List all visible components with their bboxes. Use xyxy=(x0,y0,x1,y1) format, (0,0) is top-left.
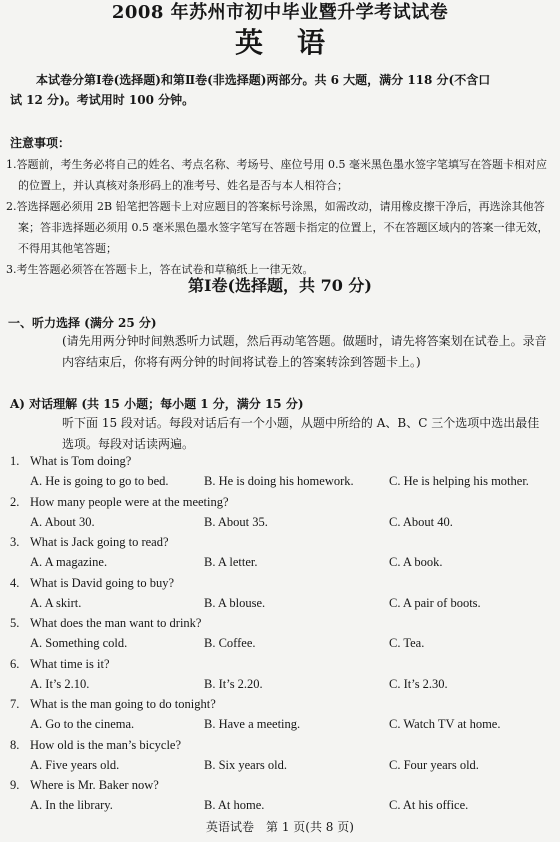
question-7 xyxy=(10,694,558,735)
notice-item-2: 2.答选择题必须用 2B 铅笔把答题卡上对应题目的答案标号涂黑，如需改动，请用橡皮擦干净后，再选涂其他答案；答非选择题必须用 0.5 毫米黑色墨水签字笔写在答题卡指定的位置上，不在答题区域内的答案一律无效，不得用其他笔答题； xyxy=(6,200,549,255)
question-number: 7. xyxy=(10,697,20,711)
question-number: 9. xyxy=(10,778,20,792)
option-a: A. Five years old. xyxy=(30,757,120,772)
question-6 xyxy=(10,654,558,695)
question-number: 2. xyxy=(10,494,20,509)
question-4 xyxy=(10,573,558,614)
notice-item-3: 3.考生答题必须答在答题卡上，答在试卷和草稿纸上一律无效。 xyxy=(6,263,314,276)
option-b: B. At home. xyxy=(204,798,265,812)
option-a: A. In the library. xyxy=(30,798,113,812)
option-b: B. It’s 2.20. xyxy=(204,676,263,691)
intro-line-2: 试 12 分)。考试用时 100 分钟。 xyxy=(10,93,195,107)
question-stem: How old is the man’s bicycle? xyxy=(30,737,182,752)
section-listening-instructions: (请先用两分钟时间熟悉听力试题，然后再动笔答题。做题时，请先将答案划在试卷上。录音内容结束后，你将有两分钟的时间将试卷上的答案转涂到答题卡上。) xyxy=(62,334,547,369)
question-8 xyxy=(10,735,558,776)
option-b: B. Coffee. xyxy=(204,636,256,650)
question-1 xyxy=(10,451,558,492)
question-9 xyxy=(10,775,558,816)
question-stem: What does the man want to drink? xyxy=(30,616,202,630)
option-c: C. It’s 2.30. xyxy=(389,676,448,691)
section-listening-title: 一、听力选择 (满分 25 分) xyxy=(8,316,157,330)
option-a: A. About 30. xyxy=(30,514,95,529)
section-a-instructions: 听下面 15 段对话。每段对话后有一个小题，从题中所给的 A、B、C 三个选项中选出最佳选项。每段对话读两遍。 xyxy=(62,416,540,451)
section-a-title: A) 对话理解 (共 15 小题；每小题 1 分，满分 15 分) xyxy=(10,397,304,411)
option-c: C. About 40. xyxy=(389,514,453,529)
option-a: A. A magazine. xyxy=(30,555,108,569)
option-b: B. About 35. xyxy=(204,514,268,529)
notice-item-1: 1.答题前，考生务必将自己的姓名、考点名称、考场号、座位号用 0.5 毫米黑色墨水签字笔填写在答题卡相对应的位置上，并认真核对条形码上的准考号、姓名是否与本人相符合； xyxy=(6,158,547,192)
exam-intro xyxy=(10,70,550,110)
page-footer: 英语试卷 第 1 页(共 8 页) xyxy=(206,820,354,834)
question-number: 3. xyxy=(10,535,20,549)
option-c: C. Tea. xyxy=(389,636,425,650)
option-b: B. A letter. xyxy=(204,555,258,569)
option-b: B. He is doing his homework. xyxy=(204,474,354,488)
option-a: A. It’s 2.10. xyxy=(30,676,90,691)
question-stem: What is David going to buy? xyxy=(30,575,175,590)
option-a: A. Something cold. xyxy=(30,636,128,650)
option-a: A. Go to the cinema. xyxy=(30,717,135,731)
option-c: C. Four years old. xyxy=(389,757,479,772)
option-b: B. Have a meeting. xyxy=(204,717,301,731)
question-number: 8. xyxy=(10,737,20,752)
option-b: B. Six years old. xyxy=(204,757,287,772)
option-a: A. He is going to go to bed. xyxy=(30,474,169,488)
option-c: C. A pair of boots. xyxy=(389,595,481,610)
question-stem: What is Jack going to read? xyxy=(30,535,169,549)
question-stem: How many people were at the meeting? xyxy=(30,494,229,509)
intro-line-1: 本试卷分第Ⅰ卷(选择题)和第Ⅱ卷(非选择题)两部分。共 6 大题，满分 118 分(不含口 xyxy=(36,73,491,87)
option-a: A. A skirt. xyxy=(30,595,82,610)
question-number: 1. xyxy=(10,454,20,468)
question-3 xyxy=(10,532,558,573)
option-c: C. At his office. xyxy=(389,798,469,812)
option-c: C. A book. xyxy=(389,555,443,569)
notice-list xyxy=(0,154,556,280)
question-stem: What is Tom doing? xyxy=(30,454,132,468)
exam-title: 2008 年苏州市初中毕业暨升学考试试卷 xyxy=(111,2,449,23)
question-number: 4. xyxy=(10,575,20,590)
question-5 xyxy=(10,613,558,654)
question-stem: What is the man going to do tonight? xyxy=(30,697,216,711)
question-stem: Where is Mr. Baker now? xyxy=(30,778,159,792)
notice-heading: 注意事项： xyxy=(10,136,71,150)
question-number: 5. xyxy=(10,616,20,630)
question-2 xyxy=(10,492,558,533)
subject-title: 英语 xyxy=(234,26,359,59)
question-list xyxy=(10,451,558,816)
option-c: C. He is helping his mother. xyxy=(389,474,529,488)
question-stem: What time is it? xyxy=(30,656,110,671)
option-b: B. A blouse. xyxy=(204,595,266,610)
option-c: C. Watch TV at home. xyxy=(389,717,501,731)
question-number: 6. xyxy=(10,656,20,671)
part-1-heading: 第Ⅰ卷(选择题，共 70 分) xyxy=(187,276,373,295)
